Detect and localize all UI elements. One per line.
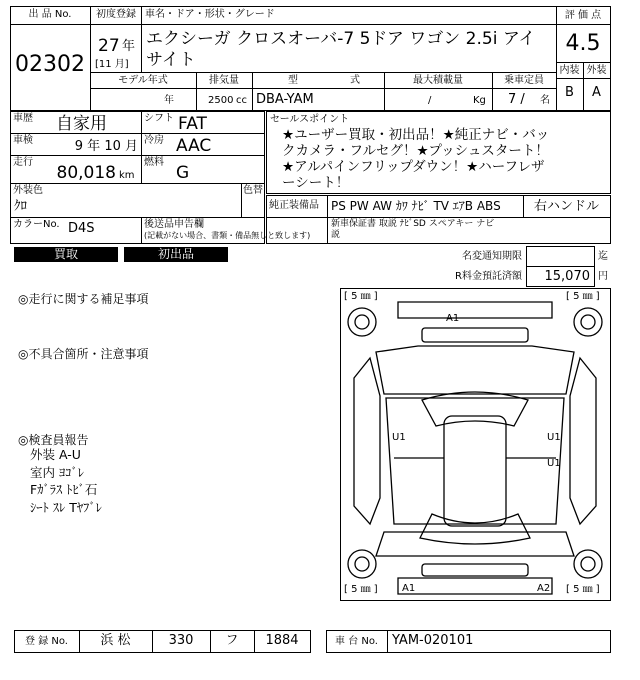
lot-no: 02302 [15,52,85,77]
first-reg-label: 初度登録 [96,9,136,20]
reg-number: 1884 [265,633,299,648]
model-year-unit: 年 [164,95,174,106]
damage-mark-right-bottom: U1 [547,458,561,469]
capacity-unit: 名 [540,95,550,106]
mileage-label: 走行 [13,157,33,168]
sales-point-line: ★アルパインフリップダウン！★ハーフレザ [282,159,545,175]
factory-equipment-label: 純正装備品 [269,200,319,211]
tire-rear-left [348,550,376,578]
first-listing-bar: 初出品 [124,247,228,262]
capacity-label: 乗車定員 [504,75,544,86]
car-name-label: 車名・ドア・形状・グレード [145,9,275,20]
history: 自家用 [56,114,107,134]
tire-rear-right [574,550,602,578]
warranty-docs-cont: 説 [331,230,341,240]
front-grille [422,328,528,342]
recycle-label: R料金預託済額 [455,271,522,282]
body-outline [386,398,564,524]
exterior-label: 外装 [586,65,607,76]
tire-depth-front-right: [ 5 ㎜ ] [566,291,600,302]
model-type-label: 型 [288,75,298,86]
front-bumper-outline [398,302,552,318]
fuel-label: 燃料 [144,157,164,168]
name-change-label: 名変通知期限 [462,251,522,262]
inspection: 9 年 10 月 [74,139,138,154]
car-name-line2: サイト [146,50,196,70]
max-load-sep: / [428,95,432,106]
tire-front-left [348,308,376,336]
max-load-label: 最大積載量 [413,75,463,86]
model-type: DBA-YAM [256,92,314,107]
exterior-grade: A [592,85,601,100]
sales-point-line: クカメラ・フルセグ！★プッシュスタート！ [282,143,549,159]
sales-point-line: ーシート！ [282,175,350,191]
damage-mark-right-top: U1 [547,432,561,443]
roof [444,416,506,526]
shift-label: シフト [144,113,174,124]
inspector-line: ｼｰﾄ ｽﾚ Tﾔﾌﾞﾚ [30,499,102,515]
reg-kana: フ [225,633,239,648]
buyback-bar: 買取 [14,247,118,262]
displacement-label: 排気量 [209,75,239,86]
rear-bumper-outline [398,578,552,594]
inspector-line: 外装 A-U [30,447,81,462]
steering-side: 右ハンドル [533,199,599,214]
model-type-label2: 式 [350,75,360,86]
interior-grade: B [565,85,574,100]
tire-depth-rear-right: [ 5 ㎜ ] [566,584,600,595]
sales-points-text [282,127,549,191]
mileage: 80,018 [56,163,116,183]
rear-window [420,514,530,544]
factory-equipment: PS PW AW ｶﾜ ﾅﾋﾞ TV ｴｱB ABS [331,199,501,213]
capacity: 7 / [508,92,525,107]
car-name-line1: エクシーガ クロスオーバ-7 5ドア ワゴン 2.5i アイ [146,29,536,49]
recycle-unit: 円 [598,271,608,282]
year-unit: 年 [122,39,136,54]
name-change-unit: 迄 [598,251,608,262]
ac: AAC [176,136,212,156]
model-year-label: モデル年式 [118,75,168,86]
recycle-amount: 15,070 [544,269,590,284]
inspector-line: Fｶﾞﾗｽ ﾄﾋﾞ石 [30,482,98,497]
interior-label: 内装 [559,65,580,76]
first-reg-year: 27 [98,36,120,56]
color-change-label: 色替 [243,185,263,196]
ext-color-label: 外装色 [13,185,43,196]
rear-plate [422,564,528,576]
tire-depth-rear-left: [ 5 ㎜ ] [344,584,378,595]
aftermarket-note: (記載がない場合、書類・備品無しと致します) [144,231,311,240]
sales-points-label: セールスポイント [270,114,350,125]
inspector-report [30,446,102,516]
fuel: G [176,163,190,183]
max-load-unit: Kg [473,95,486,106]
reg-no-label: 登 録 No. [25,636,68,647]
history-label: 車歴 [13,113,33,124]
displacement-unit: cc [236,95,247,106]
aftermarket-label: 後送品申告欄 [144,219,204,230]
shift: FAT [178,114,207,134]
car-damage-diagram [340,288,610,600]
left-side-panel [354,358,380,524]
driving-notes-header: ◎走行に関する補足事項 [18,292,149,306]
damage-mark-rear-right: A2 [537,583,551,594]
tire-depth-front-left: [ 5 ㎜ ] [344,291,378,302]
hood-outline [376,346,574,394]
damage-mark-left: U1 [392,432,406,443]
reg-class: 330 [168,633,194,648]
chassis-label: 車 台 No. [335,636,378,647]
inspector-header: ◎検査員報告 [18,433,89,447]
score: 4.5 [565,31,601,56]
displacement: 2500 [208,95,234,106]
reg-place: 浜 松 [100,633,131,648]
ext-color: ｸﾛ [14,199,27,214]
defects-header: ◎不具合箇所・注意事項 [18,347,149,361]
damage-mark-front: A1 [446,313,460,324]
inspection-label: 車検 [13,135,33,146]
damage-mark-rear-left: A1 [402,583,416,594]
lot-no-label: 出 品 No. [28,9,72,20]
mileage-unit: km [119,170,135,181]
ac-label: 冷房 [144,135,164,146]
color-no-label: カラーNo. [13,219,60,230]
right-side-panel [570,358,596,524]
chassis-no: YAM-020101 [392,633,474,648]
inspector-line: 室内 ﾖｺﾞﾚ [30,464,84,480]
color-no: D4S [68,221,95,236]
tire-front-right [574,308,602,336]
warranty-docs: 新車保証書 取説 ﾅﾋﾞSD スペアキー ナビ [331,219,495,229]
score-label: 評 価 点 [564,10,602,21]
first-reg-month: [11 月] [95,59,129,70]
windshield [422,392,528,426]
sales-point-line: ★ユーザー買取・初出品！★純正ナビ・バッ [282,127,550,143]
